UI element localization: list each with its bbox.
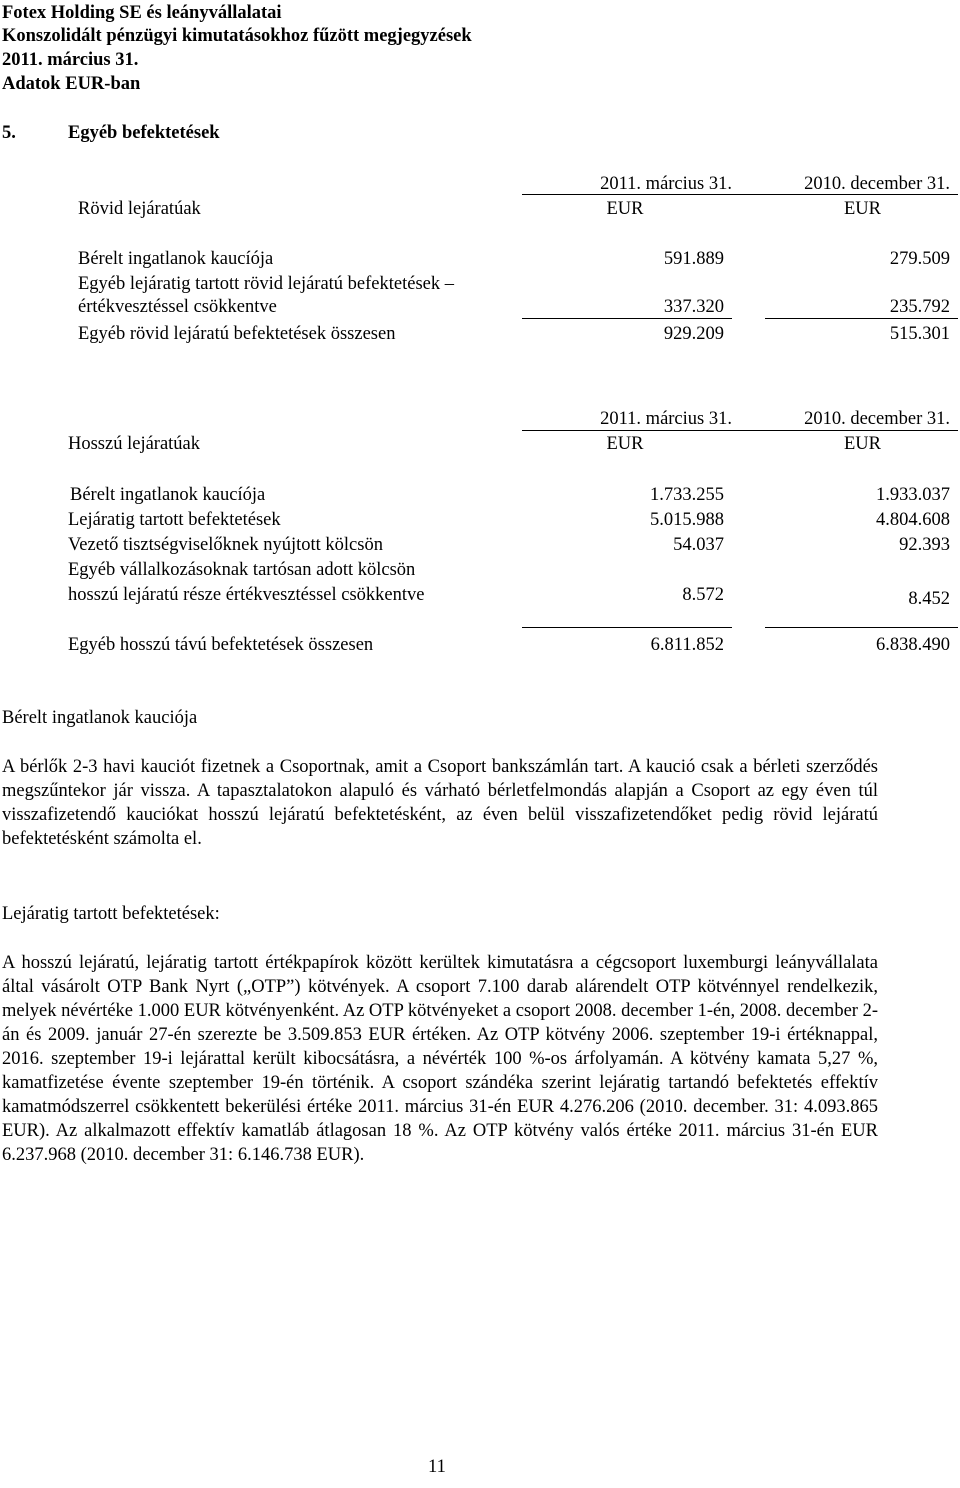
col1-unit: EUR: [606, 199, 644, 219]
subtotal-rule: [765, 627, 958, 628]
row-value-2010: 8.452: [908, 589, 950, 609]
total-value-2010: 6.838.490: [876, 635, 950, 655]
col1-unit: EUR: [606, 434, 644, 454]
row-label: Vezető tisztségviselőknek nyújtott kölcsön: [68, 535, 383, 555]
row-value-2011: 1.733.255: [650, 485, 724, 505]
row-label-continued: értékvesztéssel csökkentve: [78, 297, 277, 317]
row-value-2010: 1.933.037: [876, 485, 950, 505]
col2-unit: EUR: [844, 434, 881, 454]
report-date: 2011. március 31.: [2, 50, 139, 70]
currency-note: Adatok EUR-ban: [2, 74, 141, 94]
subtotal-rule: [522, 627, 732, 628]
col2-date-header: 2010. december 31.: [804, 409, 950, 429]
section-number: 5.: [2, 123, 16, 143]
company-name: Fotex Holding SE és leányvállalatai: [2, 3, 282, 23]
short-term-title: Rövid lejáratúak: [78, 199, 201, 219]
total-value-2011: 6.811.852: [650, 635, 724, 655]
row-value-2010: 92.393: [899, 535, 950, 555]
col2-date-header: 2010. december 31.: [804, 174, 950, 194]
row-label: Lejáratig tartott befektetések: [68, 510, 281, 530]
subtotal-rule: [522, 318, 732, 319]
row-value-2011: 5.015.988: [650, 510, 724, 530]
header-rule: [522, 430, 958, 431]
col1-date-header: 2011. március 31.: [600, 174, 732, 194]
row-value-2010: 4.804.608: [876, 510, 950, 530]
row-value-2011: 54.037: [673, 535, 724, 555]
row-label-continued: hosszú lejáratú része értékvesztéssel csökkentve: [68, 585, 425, 605]
long-term-title: Hosszú lejáratúak: [68, 434, 201, 454]
row-value-2011: 591.889: [663, 249, 724, 269]
row-value-2011: 8.572: [682, 585, 724, 605]
row-label: Bérelt ingatlanok kaucíója: [70, 485, 266, 505]
col1-date-header: 2011. március 31.: [600, 409, 732, 429]
note-paragraph-htm: A hosszú lejáratú, lejáratig tartott értékpapírok között kerültek kimutatásra a cégcsoport luxemburgi leányvállalata által vásárolt OTP Bank Nyrt („OTP”) kötvények. A csoport 7.100 darab alárendelt OTP kötvénnyel rendelkezik, melyek névértéke 1.000 EUR kötvényenként. Az OTP kötvényeket a csoport 2008. december 1-én, 2008. december 2-án és 2009. január 27-én szerezte be 3.509.853 EUR értéken. Az OTP kötvény 2006. szeptember 19-i értéknappal, 2016. szeptember 19-i lejárattal került kibocsátásra, a névérték 100 %-os árfolyamán. A kötvény kamata 5,27 %, kamatfizetése évente szeptember 19-én történik. A csoport szándéka szerint lejáratig tartandó befektetés effektív kamatmódszerrel csökkentett bekerülési értéke 2011. március 31-én EUR 4.276.206 (2010. december. 31: 4.093.865 EUR). Az alkalmazott effektív kamatláb átlagosan 18 %. Az OTP kötvény valós értéke 2011. március 31-én EUR 6.237.968 (2010. december 31: 6.146.738 EUR).: [2, 953, 878, 1165]
row-label: Egyéb lejáratig tartott rövid lejáratú befektetések –: [78, 274, 455, 294]
note-heading-htm: Lejáratig tartott befektetések:: [2, 904, 220, 924]
header-rule: [522, 194, 958, 195]
page-number: 11: [428, 1457, 446, 1477]
note-paragraph-deposits: A bérlők 2-3 havi kauciót fizetnek a Csoportnak, amit a Csoport bankszámlán tart. A kaució csak a bérleti szerződés megszűntekor jár vissza. A tapasztalatokon alapuló és várható bérletfelmondás alapján a Csoport az egy éven túl visszafizetendő kauciókat hosszú lejáratú befektetésként, az éven belül visszafizetendőket pedig rövid lejáratú befektetésként számolta el.: [2, 757, 878, 849]
total-value-2011: 929.209: [663, 324, 724, 344]
total-value-2010: 515.301: [889, 324, 950, 344]
row-label: Egyéb vállalkozásoknak tartósan adott kölcsön: [68, 560, 416, 580]
section-title: Egyéb befektetések: [68, 123, 220, 143]
row-value-2010: 279.509: [889, 249, 950, 269]
total-label: Egyéb hosszú távú befektetések összesen: [68, 635, 374, 655]
row-value-2011: 337.320: [663, 297, 724, 317]
note-heading-deposits: Bérelt ingatlanok kauciója: [2, 708, 198, 728]
row-value-2010: 235.792: [889, 297, 950, 317]
report-subtitle: Konszolidált pénzügyi kimutatásokhoz fűzött megjegyzések: [2, 26, 472, 46]
col2-unit: EUR: [844, 199, 881, 219]
subtotal-rule: [765, 318, 958, 319]
row-label: Bérelt ingatlanok kaucíója: [78, 249, 274, 269]
total-label: Egyéb rövid lejáratú befektetések összesen: [78, 324, 396, 344]
